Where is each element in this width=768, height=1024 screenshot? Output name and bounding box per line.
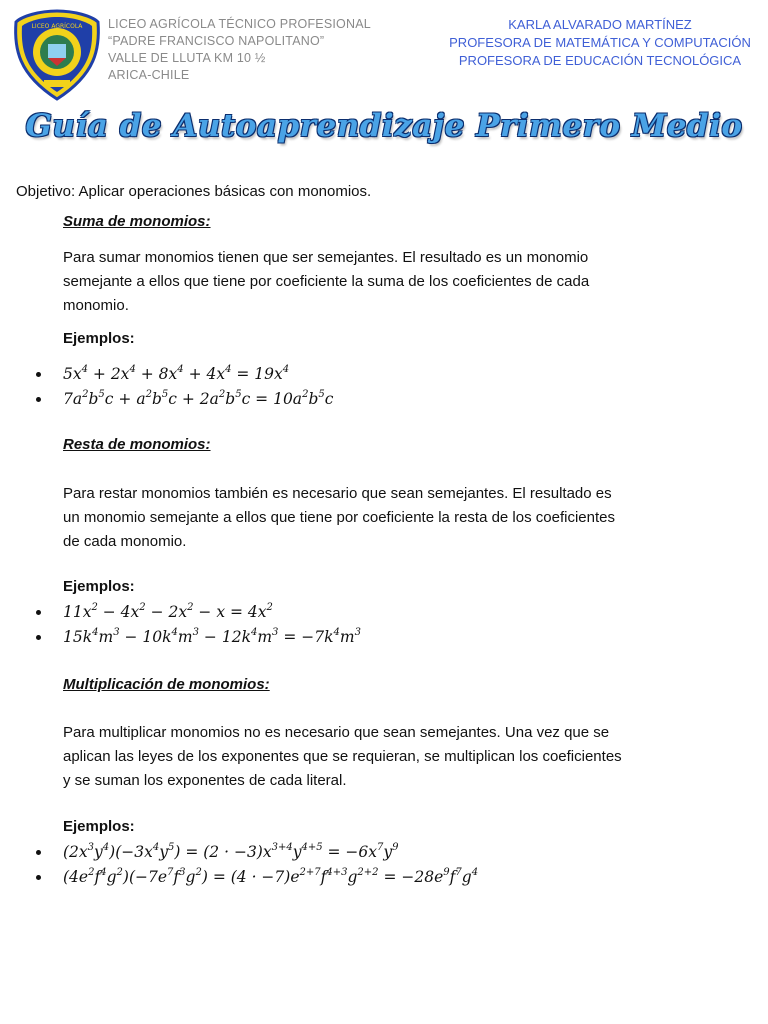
paragraph-line: un monomio semejante a ellos que tiene por coeficiente la resta de los coeficientes (63, 509, 615, 526)
section-paragraph-resta (63, 482, 683, 554)
formula: $(4e^2f^4g^2)(-7e^7f^3g^2) = (4 \cdot -7)e^{2+7}f^{4+3}g^{2+2} = -28e^9f^7g^4$ (63, 867, 479, 886)
paragraph-line: Para multiplicar monomios no es necesario que sean semejantes. Una vez que se (63, 724, 610, 741)
teacher-line: KARLA ALVARADO MARTÍNEZ (508, 17, 692, 32)
example-item (36, 362, 333, 387)
examples-label: Ejemplos: (63, 578, 135, 595)
example-item (36, 865, 478, 890)
section-heading-resta: Resta de monomios: (63, 436, 211, 453)
formula: $7a^2b^5c + a^2b^5c + 2a^2b^5c = 10a^2b^5c$ (63, 389, 334, 408)
paragraph-line: y se suman los exponentes de cada literal. (63, 772, 347, 789)
examples-label: Ejemplos: (63, 330, 135, 347)
paragraph-line: Para sumar monomios tienen que ser semejantes. El resultado es un monomio (63, 249, 589, 266)
bullet-icon (36, 372, 41, 377)
bullet-icon (36, 610, 41, 615)
example-item (36, 600, 361, 625)
page-title: Guía de Autoaprendizaje Primero Medio (25, 108, 743, 144)
section-heading-suma: Suma de monomios: (63, 213, 211, 230)
examples-list-resta (36, 600, 361, 650)
school-line: LICEO AGRÍCOLA TÉCNICO PROFESIONAL (108, 17, 371, 31)
school-line: ARICA-CHILE (108, 68, 190, 82)
school-line: VALLE DE LLUTA KM 10 ½ (108, 51, 266, 65)
paragraph-line: monomio. (63, 297, 129, 314)
objective: Objetivo: Aplicar operaciones básicas con monomios. (16, 183, 372, 200)
paragraph-line: semejante a ellos que tiene por coeficiente la suma de los coeficientes de cada (63, 273, 590, 290)
section-heading-multiplicacion: Multiplicación de monomios: (63, 676, 270, 693)
school-crest-icon (12, 8, 102, 102)
examples-label: Ejemplos: (63, 818, 135, 835)
school-logo (12, 8, 102, 102)
section-paragraph-suma (63, 246, 683, 318)
bullet-icon (36, 397, 41, 402)
examples-list-multiplicacion (36, 840, 478, 890)
bullet-icon (36, 850, 41, 855)
school-info (108, 16, 371, 84)
formula: $11x^2 - 4x^2 - 2x^2 - x = 4x^2$ (63, 602, 273, 621)
bullet-icon (36, 875, 41, 880)
school-line: “PADRE FRANCISCO NAPOLITANO” (108, 34, 325, 48)
teacher-line: PROFESORA DE EDUCACIÓN TECNOLÓGICA (458, 53, 742, 68)
logo-text: LICEO AGRÍCOLA (31, 23, 83, 30)
formula: $5x^4 + 2x^4 + 8x^4 + 4x^4 = 19x^4$ (63, 364, 290, 383)
paragraph-line: de cada monomio. (63, 533, 187, 550)
example-item (36, 387, 333, 412)
section-paragraph-multiplicacion (63, 721, 683, 793)
examples-list-suma (36, 362, 333, 412)
teacher-info (440, 16, 760, 70)
example-item (36, 840, 478, 865)
example-item (36, 625, 361, 650)
bullet-icon (36, 635, 41, 640)
paragraph-line: Para restar monomios también es necesario que sean semejantes. El resultado es (63, 485, 612, 502)
formula: $(2x^3y^4)(-3x^4y^5) = (2 \cdot -3)x^{3+4}y^{4+5} = -6x^7y^9$ (63, 842, 399, 861)
teacher-line: PROFESORA DE MATEMÁTICA Y COMPUTACIÓN (449, 35, 751, 50)
formula: $15k^4m^3 - 10k^4m^3 - 12k^4m^3 = -7k^4m^3$ (63, 627, 361, 646)
paragraph-line: aplican las leyes de los exponentes que se requieran, se multiplican los coeficientes (63, 748, 622, 765)
